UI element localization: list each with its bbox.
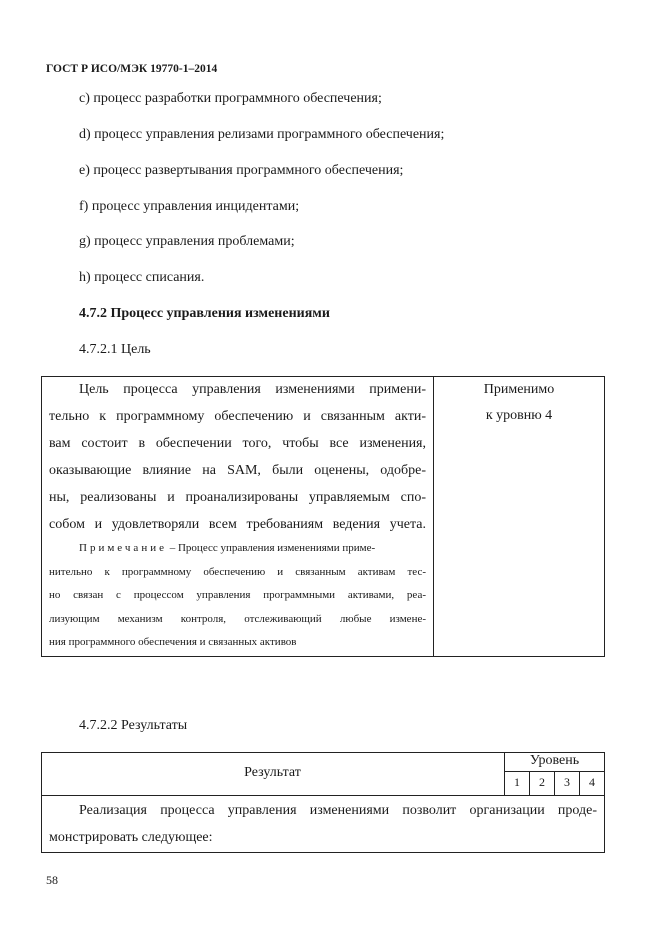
note-line: лизующим механизм контроля, отслеживающий любые измене- (49, 612, 426, 625)
results-body-text (49, 797, 597, 851)
goal-text-line: Цель процесса управления изменениями примени- (79, 382, 426, 397)
results-body-line1: Реализация процесса управления изменениями позволит организации продe- (79, 803, 597, 818)
goal-text-line: вам состоит в обеспечении того, чтобы все изменения, (49, 436, 426, 451)
level-1-header: 1 (514, 775, 520, 789)
page-number: 58 (46, 873, 58, 887)
note-line: ния программного обеспечения и связанных активов (49, 636, 297, 648)
goal-text-line: собом и удовлетворяли всем требованиям ведения учета. (49, 517, 426, 532)
note-line: но связан с процессом управления программными активами, реа- (49, 589, 426, 601)
results-header-bottom-line (41, 795, 605, 796)
note-line: нительно к программному обеспечению и связанным активам тес- (49, 565, 426, 578)
results-body-line2: монстрировать следующее: (49, 830, 213, 845)
section-heading: 4.7.2 Процесс управления изменениями (79, 306, 330, 321)
document-standard-header: ГОСТ Р ИСО/МЭК 19770-1–2014 (46, 63, 218, 75)
results-column-header: Результат (244, 765, 301, 780)
list-item-g: g) процесс управления проблемами; (79, 234, 295, 249)
list-item-e: е) процесс развертывания программного обеспечения; (79, 163, 404, 178)
goal-table-note (49, 537, 426, 655)
note-line-first (49, 537, 426, 561)
goal-text-line: тельно к программному обеспечению и связанным акти- (49, 409, 426, 424)
list-item-f: f) процесс управления инцидентами; (79, 199, 300, 214)
list-item-d: d) процесс управления релизами программного обеспечения; (79, 127, 445, 142)
level-2-header: 2 (539, 775, 545, 789)
subsection-results-heading: 4.7.2.2 Результаты (79, 718, 188, 733)
applicability-line2: к уровню 4 (485, 408, 553, 423)
level-3-header: 3 (564, 775, 570, 789)
goal-text-line: оказывающие влияние на SAM, были оценены, одобре- (49, 463, 426, 478)
goal-text-line: ны, реализованы и проанализированы управляемым спо- (49, 490, 426, 505)
note-label: Примечание (79, 542, 167, 554)
level-column-header: Уровень (529, 753, 580, 768)
note-text: – Процесс управления изменениями приме- (166, 542, 376, 554)
subsection-goal-heading: 4.7.2.1 Цель (79, 342, 151, 357)
list-item-h: h) процесс списания. (79, 270, 205, 285)
goal-table-text (49, 376, 426, 538)
level-4-header: 4 (589, 775, 595, 789)
list-item-c: с) процесс разработки программного обеспечения; (79, 91, 382, 106)
applicability-line1: Применимо (483, 382, 555, 397)
